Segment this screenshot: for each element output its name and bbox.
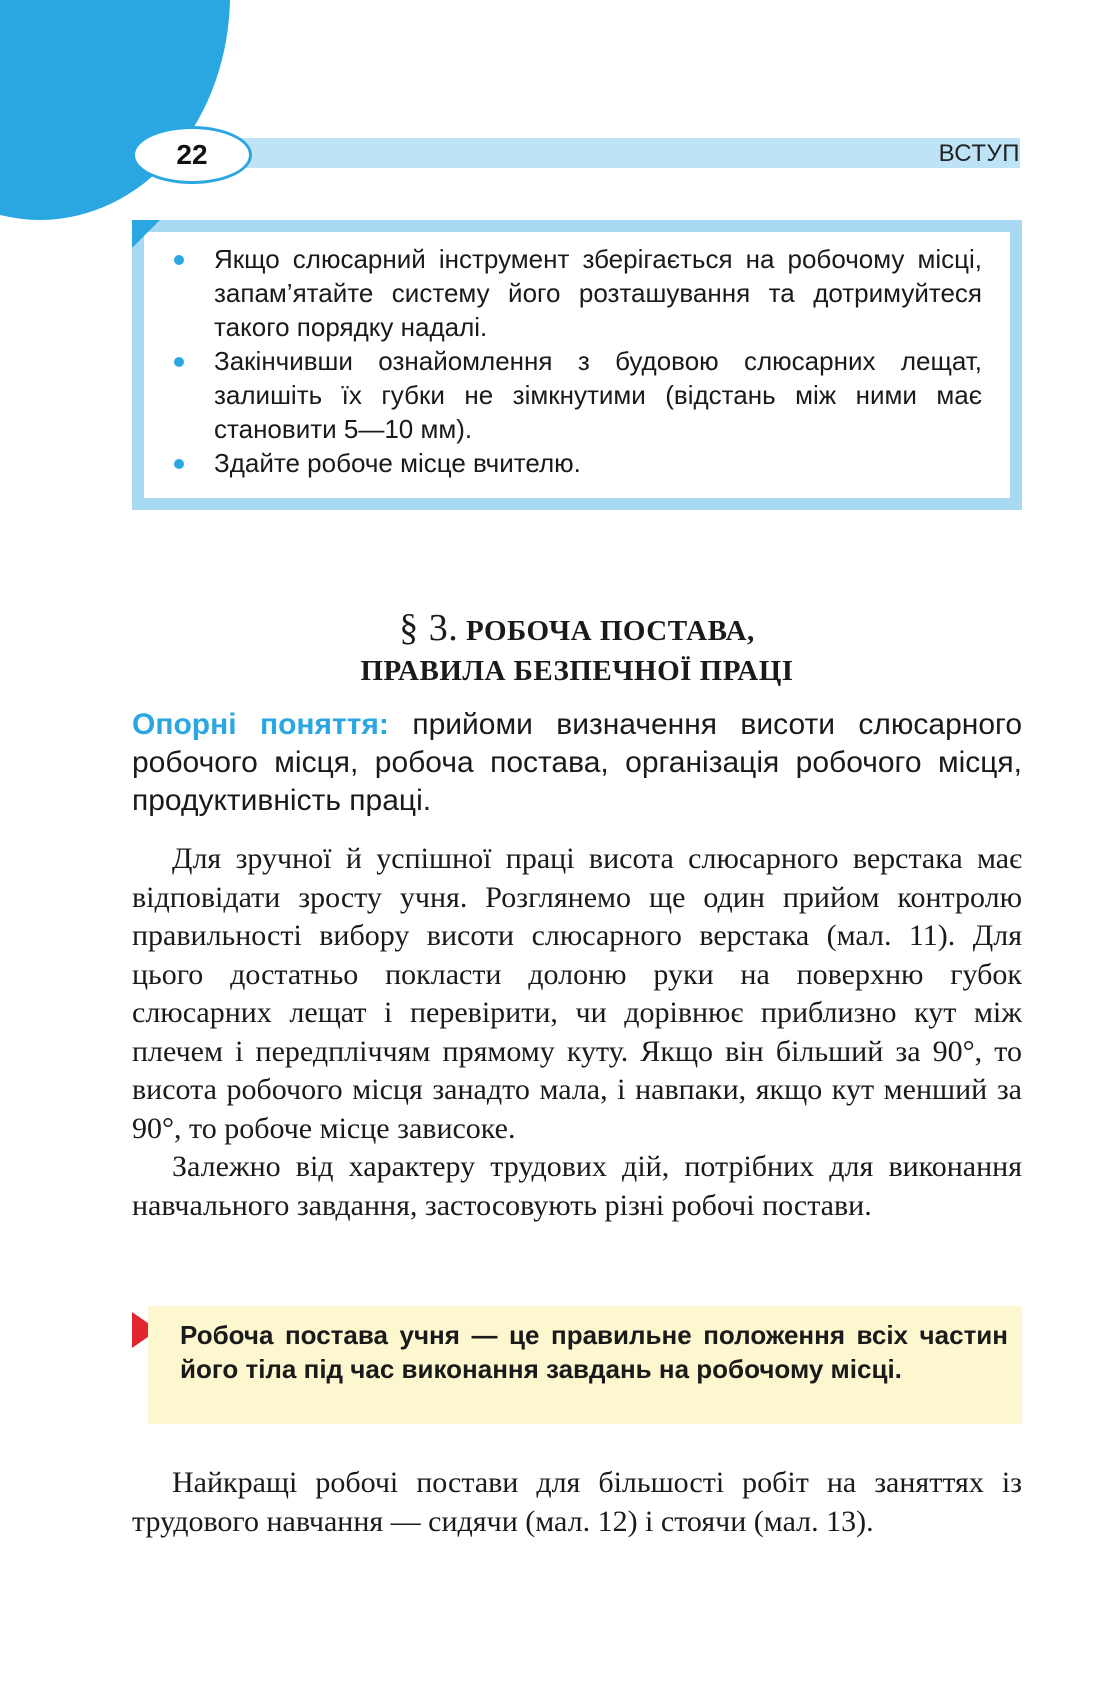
note-text: Якщо слюсарний інструмент зберігається на робочому місці, запам’ятайте систему його розташування та дотримуйтеся такого порядку надалі. — [214, 244, 982, 342]
paragraph: Залежно від характеру трудових дій, потрібних для виконання навчального завдання, застосовують різні робочі постави. — [132, 1150, 1022, 1222]
section-number: § 3. — [399, 607, 459, 649]
corner-decoration — [0, 0, 230, 220]
body-text — [132, 840, 1022, 1225]
note-corner-fold — [132, 220, 160, 248]
section-title-line1: РОБОЧА ПОСТАВА, — [465, 615, 755, 647]
bullet-icon — [174, 255, 184, 265]
closing-text — [132, 1464, 1022, 1541]
key-terms-label: Опорні поняття: — [132, 708, 389, 741]
key-terms — [132, 706, 1022, 820]
bullet-icon — [174, 357, 184, 367]
safety-note-list — [144, 232, 1010, 480]
paragraph: Для зручної й успішної праці висота слюсарного верстака має відповідати зросту учня. Розглянемо ще один прийом контролю правильності вибору висоти слюсарного верстака (мал. 11). Для цього достатньо покласти долоню руки на поверхню губок слюсарних лещат і перевірити, чи дорівнює приблизно кут між плечем і передпліччям прямому куту. Якщо він більший за 90°, то висота робочого місця занадто мала, і навпаки, якщо кут менший за 90°, то робоче місце зависоке. — [132, 842, 1022, 1145]
section-heading — [132, 608, 1022, 691]
note-text: Закінчивши ознайомлення з будовою слюсарних лещат, залишіть їх губки не зімкнутими (відстань між ними має становити 5—10 мм). — [214, 346, 982, 444]
definition-box — [148, 1306, 1022, 1424]
running-header-section: ВСТУП — [938, 140, 1020, 167]
list-item — [214, 242, 982, 344]
section-title-line2: ПРАВИЛА БЕЗПЕЧНОЇ ПРАЦІ — [360, 655, 794, 687]
key-terms-text: прийоми визначення висоти слюсарного робочого місця, робоча постава, організація робочого місця, продуктивність праці. — [132, 708, 1022, 817]
list-item — [214, 344, 982, 446]
header-band — [190, 138, 1020, 168]
page-number: 22 — [132, 126, 252, 184]
paragraph: Найкращі робочі постави для більшості робіт на заняттях із трудового навчання — сидячи (мал. 12) і стоячи (мал. 13). — [132, 1466, 1022, 1538]
list-item — [214, 446, 982, 480]
bullet-icon — [174, 459, 184, 469]
note-text: Здайте робоче місце вчителю. — [214, 448, 581, 478]
safety-note-box — [132, 220, 1022, 510]
definition-text: Робоча постава учня — це правильне положення всіх частин його тіла під час виконання завдань на робочому місці. — [180, 1320, 1008, 1384]
